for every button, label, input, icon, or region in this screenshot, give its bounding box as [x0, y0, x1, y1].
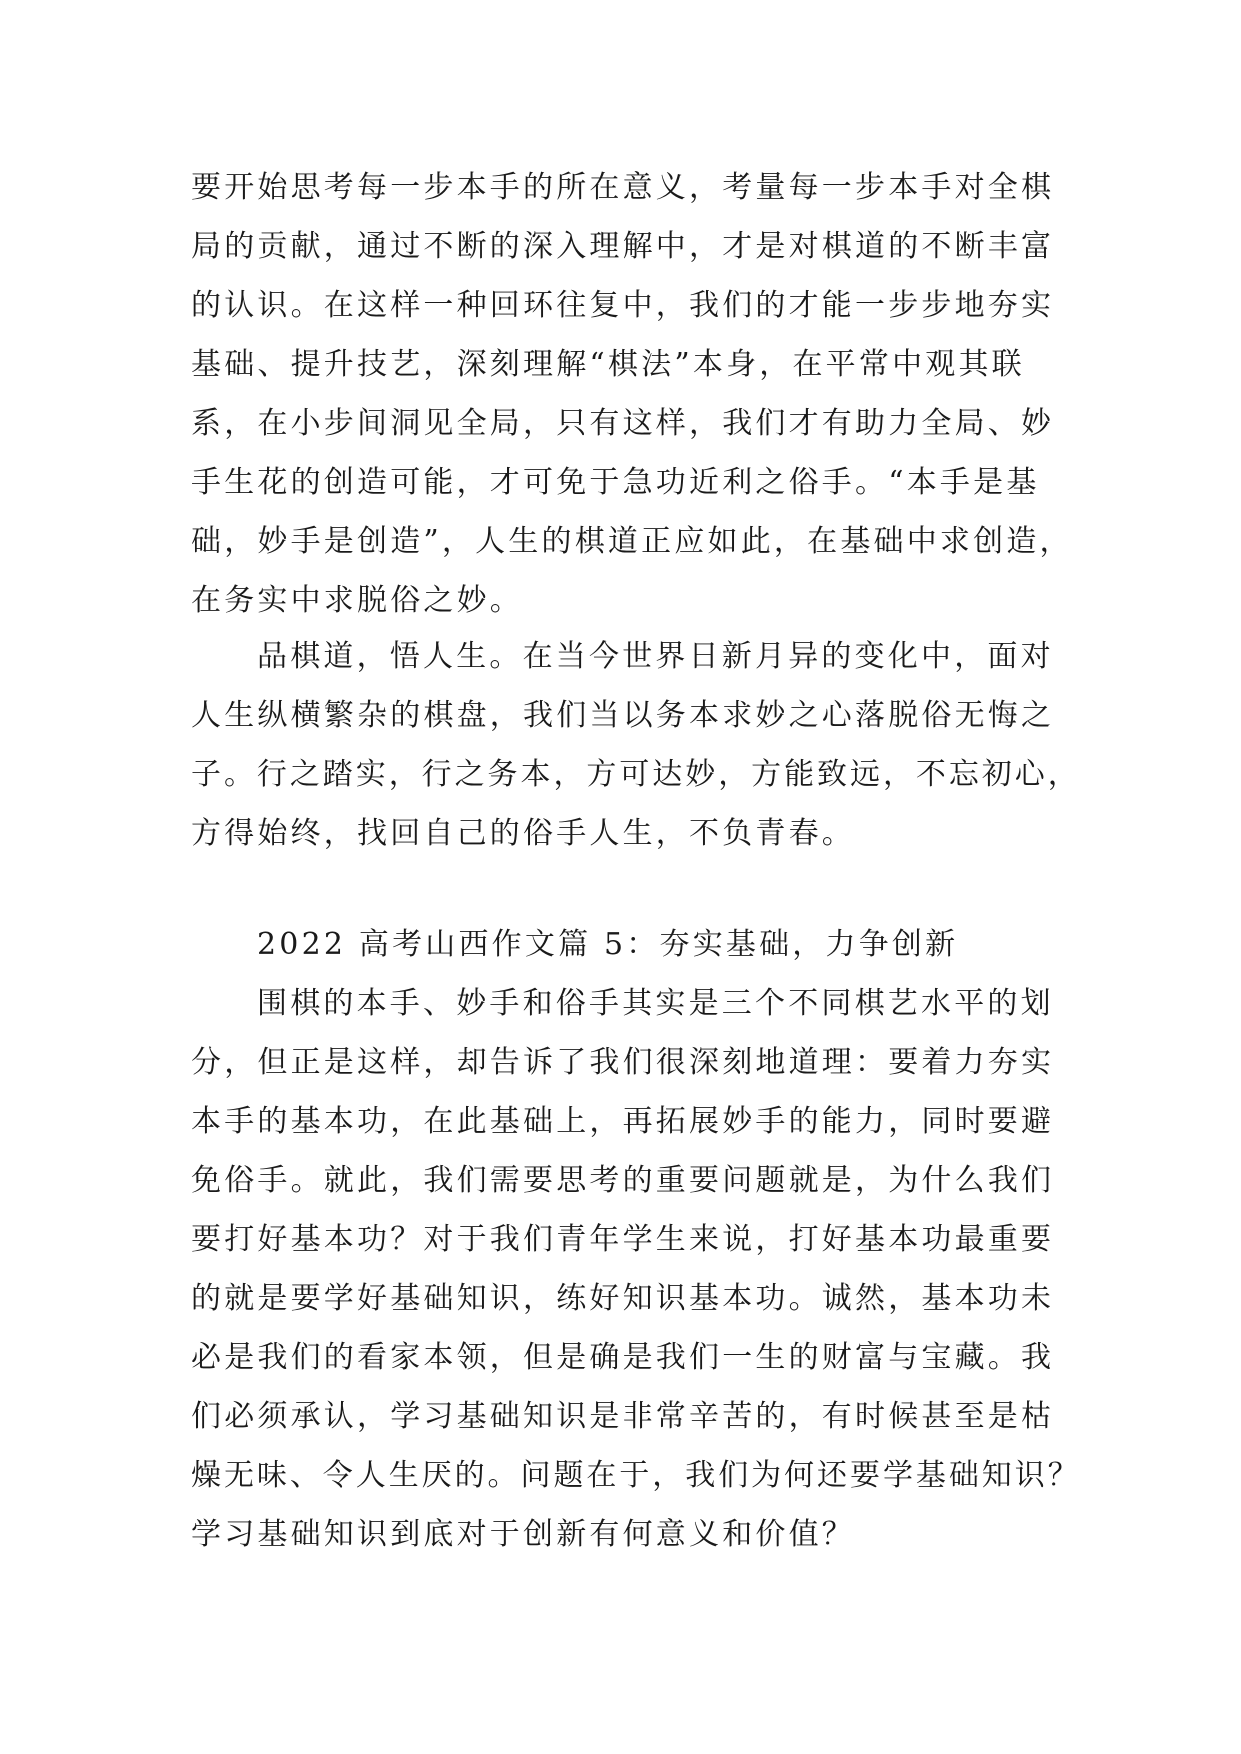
text-line: 基础、提升技艺，深刻理解“棋法”本身，在平常中观其联 [191, 347, 1025, 382]
text-line: 础，妙手是创造”，人生的棋道正应如此，在基础中求创造， [191, 524, 1073, 559]
text-line: 们必须承认，学习基础知识是非常辛苦的，有时候甚至是枯 [191, 1399, 1055, 1434]
text-line: 要开始思考每一步本手的所在意义，考量每一步本手对全棋 [191, 170, 1055, 205]
text-line: 系，在小步间洞见全局，只有这样，我们才有助力全局、妙 [191, 406, 1055, 441]
text-line: 方得始终，找回自己的俗手人生，不负青春。 [191, 816, 855, 851]
text-line: 手生花的创造可能，才可免于急功近利之俗手。“本手是基 [191, 465, 1040, 500]
text-line: 分，但正是这样，却告诉了我们很深刻地道理：要着力夯实 [191, 1045, 1055, 1080]
text-line: 局的贡献，通过不断的深入理解中，才是对棋道的不断丰富 [191, 229, 1055, 264]
text-line: 围棋的本手、妙手和俗手其实是三个不同棋艺水平的划 [257, 986, 1054, 1021]
text-line: 学习基础知识到底对于创新有何意义和价值？ [191, 1517, 855, 1552]
text-line: 的就是要学好基础知识，练好知识基本功。诚然，基本功未 [191, 1281, 1055, 1316]
paragraph-continued [191, 158, 1081, 630]
text-line: 免俗手。就此，我们需要思考的重要问题就是，为什么我们 [191, 1163, 1055, 1198]
text-line: 本手的基本功，在此基础上，再拓展妙手的能力，同时要避 [191, 1104, 1055, 1139]
text-line: 子。行之踏实，行之务本，方可达妙，方能致远，不忘初心， [191, 757, 1081, 792]
paragraph-conclusion [191, 627, 1081, 863]
text-line: 人生纵横繁杂的棋盘，我们当以务本求妙之心落脱俗无悔之 [191, 698, 1055, 733]
text-line: 的认识。在这样一种回环往复中，我们的才能一步步地夯实 [191, 288, 1055, 323]
section-essay-5 [191, 915, 1081, 1564]
section-title: 2022 高考山西作文篇 5：夯实基础，力争创新 [257, 927, 959, 962]
text-line: 在务实中求脱俗之妙。 [191, 583, 523, 618]
text-line: 要打好基本功？对于我们青年学生来说，打好基本功最重要 [191, 1222, 1055, 1257]
text-line: 必是我们的看家本领，但是确是我们一生的财富与宝藏。我 [191, 1340, 1055, 1375]
text-line: 燥无味、令人生厌的。问题在于，我们为何还要学基础知识？ [191, 1458, 1081, 1493]
text-line: 品棋道，悟人生。在当今世界日新月异的变化中，面对 [257, 639, 1054, 674]
